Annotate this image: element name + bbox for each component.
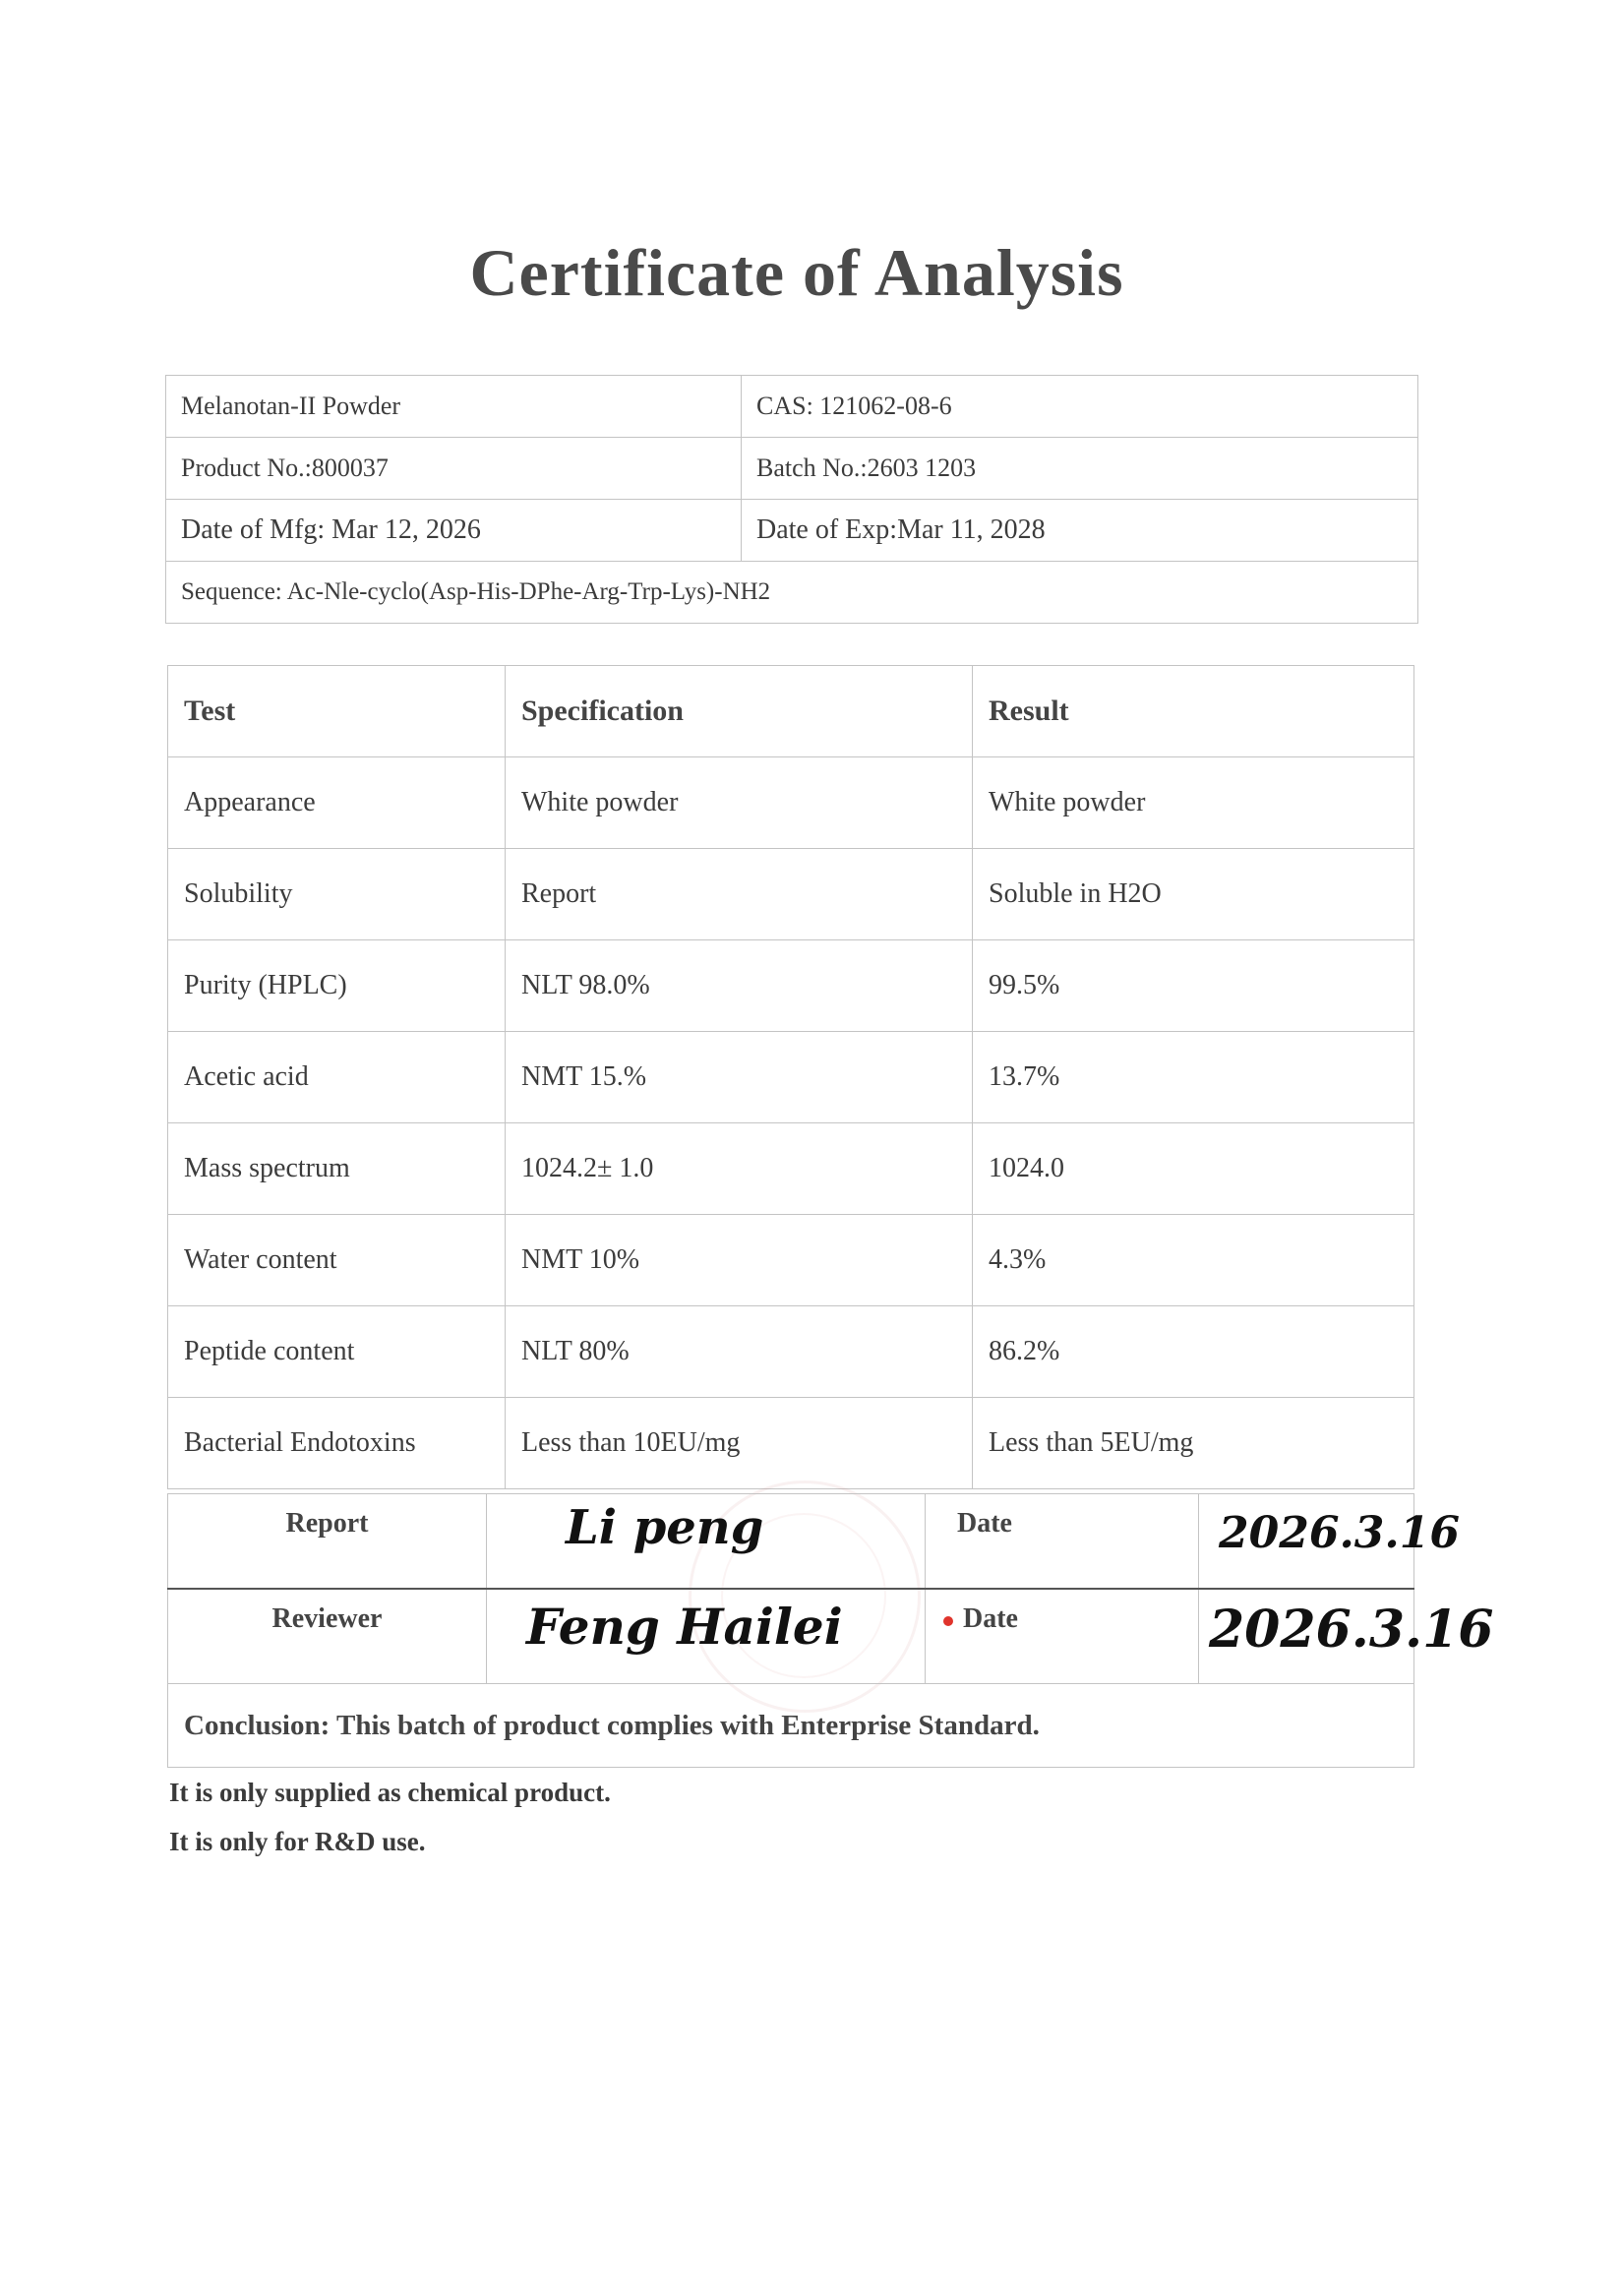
product-info-table [165, 375, 1418, 624]
test-name: Appearance [168, 757, 506, 849]
signoff-table [167, 1493, 1494, 1768]
cas-number: CAS: 121062-08-6 [742, 376, 1418, 438]
document-title: Certificate of Analysis [469, 235, 1124, 310]
batch-number: Batch No.:2603 1203 [742, 438, 1418, 500]
report-signature: Li peng [566, 1500, 764, 1555]
red-mark-icon [943, 1616, 953, 1626]
header-result: Result [973, 666, 1414, 757]
test-name: Acetic acid [168, 1032, 506, 1123]
test-result: 86.2% [973, 1306, 1414, 1398]
test-specification: NMT 10% [506, 1215, 973, 1306]
sequence: Sequence: Ac-Nle-cyclo(Asp-His-DPhe-Arg-Trp-Lys)-NH2 [166, 562, 1418, 624]
note-chemical-product: It is only supplied as chemical product. [169, 1778, 611, 1807]
header-specification: Specification [506, 666, 973, 757]
test-name: Peptide content [168, 1306, 506, 1398]
test-name: Mass spectrum [168, 1123, 506, 1215]
test-specification: Less than 10EU/mg [506, 1398, 973, 1489]
reviewer-label: Reviewer [168, 1589, 487, 1684]
test-result: 99.5% [973, 940, 1414, 1032]
test-specification: White powder [506, 757, 973, 849]
test-specification: 1024.2± 1.0 [506, 1123, 973, 1215]
header-test: Test [168, 666, 506, 757]
table-row [168, 1398, 1414, 1489]
table-row [168, 940, 1414, 1032]
table-row [168, 757, 1414, 849]
reviewer-date-label: Date [963, 1603, 1018, 1634]
report-date: 2026.3.16 [1219, 1508, 1460, 1558]
report-signature-cell [487, 1494, 926, 1590]
test-result: 1024.0 [973, 1123, 1414, 1215]
product-name: Melanotan-II Powder [166, 376, 742, 438]
note-rd-use: It is only for R&D use. [169, 1827, 426, 1856]
report-label: Report [168, 1494, 487, 1590]
table-header-row [168, 666, 1414, 757]
reviewer-signature: Feng Hailei [526, 1598, 843, 1656]
test-specification: Report [506, 849, 973, 940]
reviewer-row [168, 1589, 1414, 1684]
test-name: Water content [168, 1215, 506, 1306]
reviewer-date-label-cell [926, 1589, 1199, 1684]
date-of-manufacture: Date of Mfg: Mar 12, 2026 [166, 500, 742, 562]
product-number: Product No.:800037 [166, 438, 742, 500]
table-row [168, 849, 1414, 940]
test-results-table [167, 665, 1414, 1489]
test-result: 13.7% [973, 1032, 1414, 1123]
table-row [168, 1306, 1414, 1398]
test-result: 4.3% [973, 1215, 1414, 1306]
test-specification: NLT 80% [506, 1306, 973, 1398]
conclusion-row [168, 1684, 1414, 1768]
test-specification: NLT 98.0% [506, 940, 973, 1032]
test-specification: NMT 15.% [506, 1032, 973, 1123]
table-row [168, 1215, 1414, 1306]
reviewer-date: 2026.3.16 [1209, 1600, 1494, 1660]
test-result: Less than 5EU/mg [973, 1398, 1414, 1489]
reviewer-date-cell [1199, 1589, 1494, 1684]
reviewer-signature-cell [487, 1589, 926, 1684]
report-row [168, 1494, 1414, 1590]
conclusion: Conclusion: This batch of product complies with Enterprise Standard. [168, 1684, 1414, 1768]
report-date-cell [1199, 1494, 1460, 1590]
test-name: Purity (HPLC) [168, 940, 506, 1032]
test-name: Bacterial Endotoxins [168, 1398, 506, 1489]
date-of-expiry: Date of Exp:Mar 11, 2028 [742, 500, 1418, 562]
table-row [168, 1123, 1414, 1215]
report-date-label: Date [926, 1494, 1199, 1590]
test-result: Soluble in H2O [973, 849, 1414, 940]
table-row [168, 1032, 1414, 1123]
test-name: Solubility [168, 849, 506, 940]
test-result: White powder [973, 757, 1414, 849]
